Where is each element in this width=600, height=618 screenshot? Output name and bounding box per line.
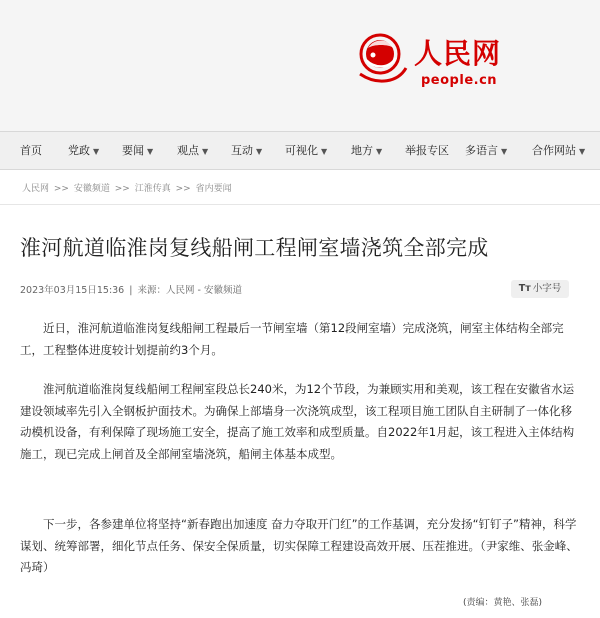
nav-item-party[interactable] [68,132,99,169]
chevron-down-icon: ▼ [376,147,383,156]
breadcrumb-separator: >> [114,184,130,194]
breadcrumb-separator: >> [53,184,69,194]
breadcrumb-link[interactable]: 安徽频道 [73,184,110,194]
nav-item-label: 观点 [177,144,199,157]
chevron-down-icon: ▼ [321,147,328,156]
article-paragraph: 近日，淮河航道临淮岗复线船闸工程最后一节闸室墙（第12段闸室墙）完成浇筑，闸室主体结构全部完工，工程整体进度较计划提前约3个月。 [20,321,564,357]
nav-item-interaction[interactable] [231,132,262,169]
site-header [0,0,600,131]
nav-item-local[interactable] [351,132,382,169]
nav-item-partners[interactable] [532,132,585,169]
breadcrumb-separator: >> [175,184,191,194]
nav-item-label: 互动 [231,144,253,157]
nav-item-label: 要闻 [122,144,144,157]
chevron-down-icon: ▼ [256,147,263,156]
nav-item-label: 举报专区 [405,144,449,157]
chevron-down-icon: ▼ [579,147,586,156]
nav-item-home[interactable] [20,132,42,169]
nav-item-label: 党政 [68,144,90,157]
divider [0,204,600,205]
article-meta [20,282,242,296]
font-size-label: 小字号 [532,283,562,294]
nav-item-label: 地方 [351,144,373,157]
brand-name: 人民网 [414,37,502,70]
font-size-icon: Tт [518,283,531,294]
nav-item-label: 首页 [20,144,42,157]
article-paragraph: 下一步，各参建单位将坚持“新春跑出加速度 奋力夺取开门红”的工作基调，充分发扬“钉钉子”精神，科学谋划、统筹部署，细化节点任务、保安全保质量，切实保障工程建设高效开展、压茬推进。（尹家维、张金峰、冯琦） [20,517,578,574]
chevron-down-icon: ▼ [93,147,100,156]
breadcrumb [22,181,232,194]
brand-domain: people.cn [421,73,498,88]
nav-item-visual[interactable] [285,132,327,169]
nav-item-languages[interactable] [465,132,507,169]
publish-date: 2023年03月15日15:36 [20,285,125,296]
font-size-toggle-button[interactable] [511,280,569,298]
breadcrumb-link[interactable]: 省内要闻 [195,184,232,194]
article-paragraph: 淮河航道临淮岗复线船闸工程闸室段总长240米，为12个节段，为兼顾实用和美观，该工程在安徽省水运建设领域率先引入全钢板护面技术。为确保上部墙身一次浇筑成型，该工程项目施工团队自主研制了一体化移动模机设备，有利保障了现场施工安全，提高了施工效率和成型质量。自2022年1月起，该工程进入主体结构施工，现已完成上闸首及全部闸室墙浇筑，船闸主体基本成型。 [20,382,575,461]
meta-separator: | [129,285,133,296]
breadcrumb-link[interactable]: 人民网 [22,184,50,194]
nav-item-label: 可视化 [285,144,318,157]
article-title: 淮河航道临淮岗复线船闸工程闸室墙浇筑全部完成 [20,236,489,260]
chevron-down-icon: ▼ [147,147,154,156]
chevron-down-icon: ▼ [202,147,209,156]
nav-item-label: 多语言 [465,144,498,157]
nav-item-report[interactable] [405,132,449,169]
article-source[interactable]: 来源：人民网 - 安徽频道 [137,285,242,296]
main-nav [0,131,600,170]
breadcrumb-link[interactable]: 江淮传真 [134,184,171,194]
nav-item-headlines[interactable] [122,132,153,169]
editor-credit: (责编：黄艳、张磊) [463,598,543,608]
chevron-down-icon: ▼ [501,147,508,156]
nav-item-opinion[interactable] [177,132,208,169]
nav-item-label: 合作网站 [532,144,576,157]
